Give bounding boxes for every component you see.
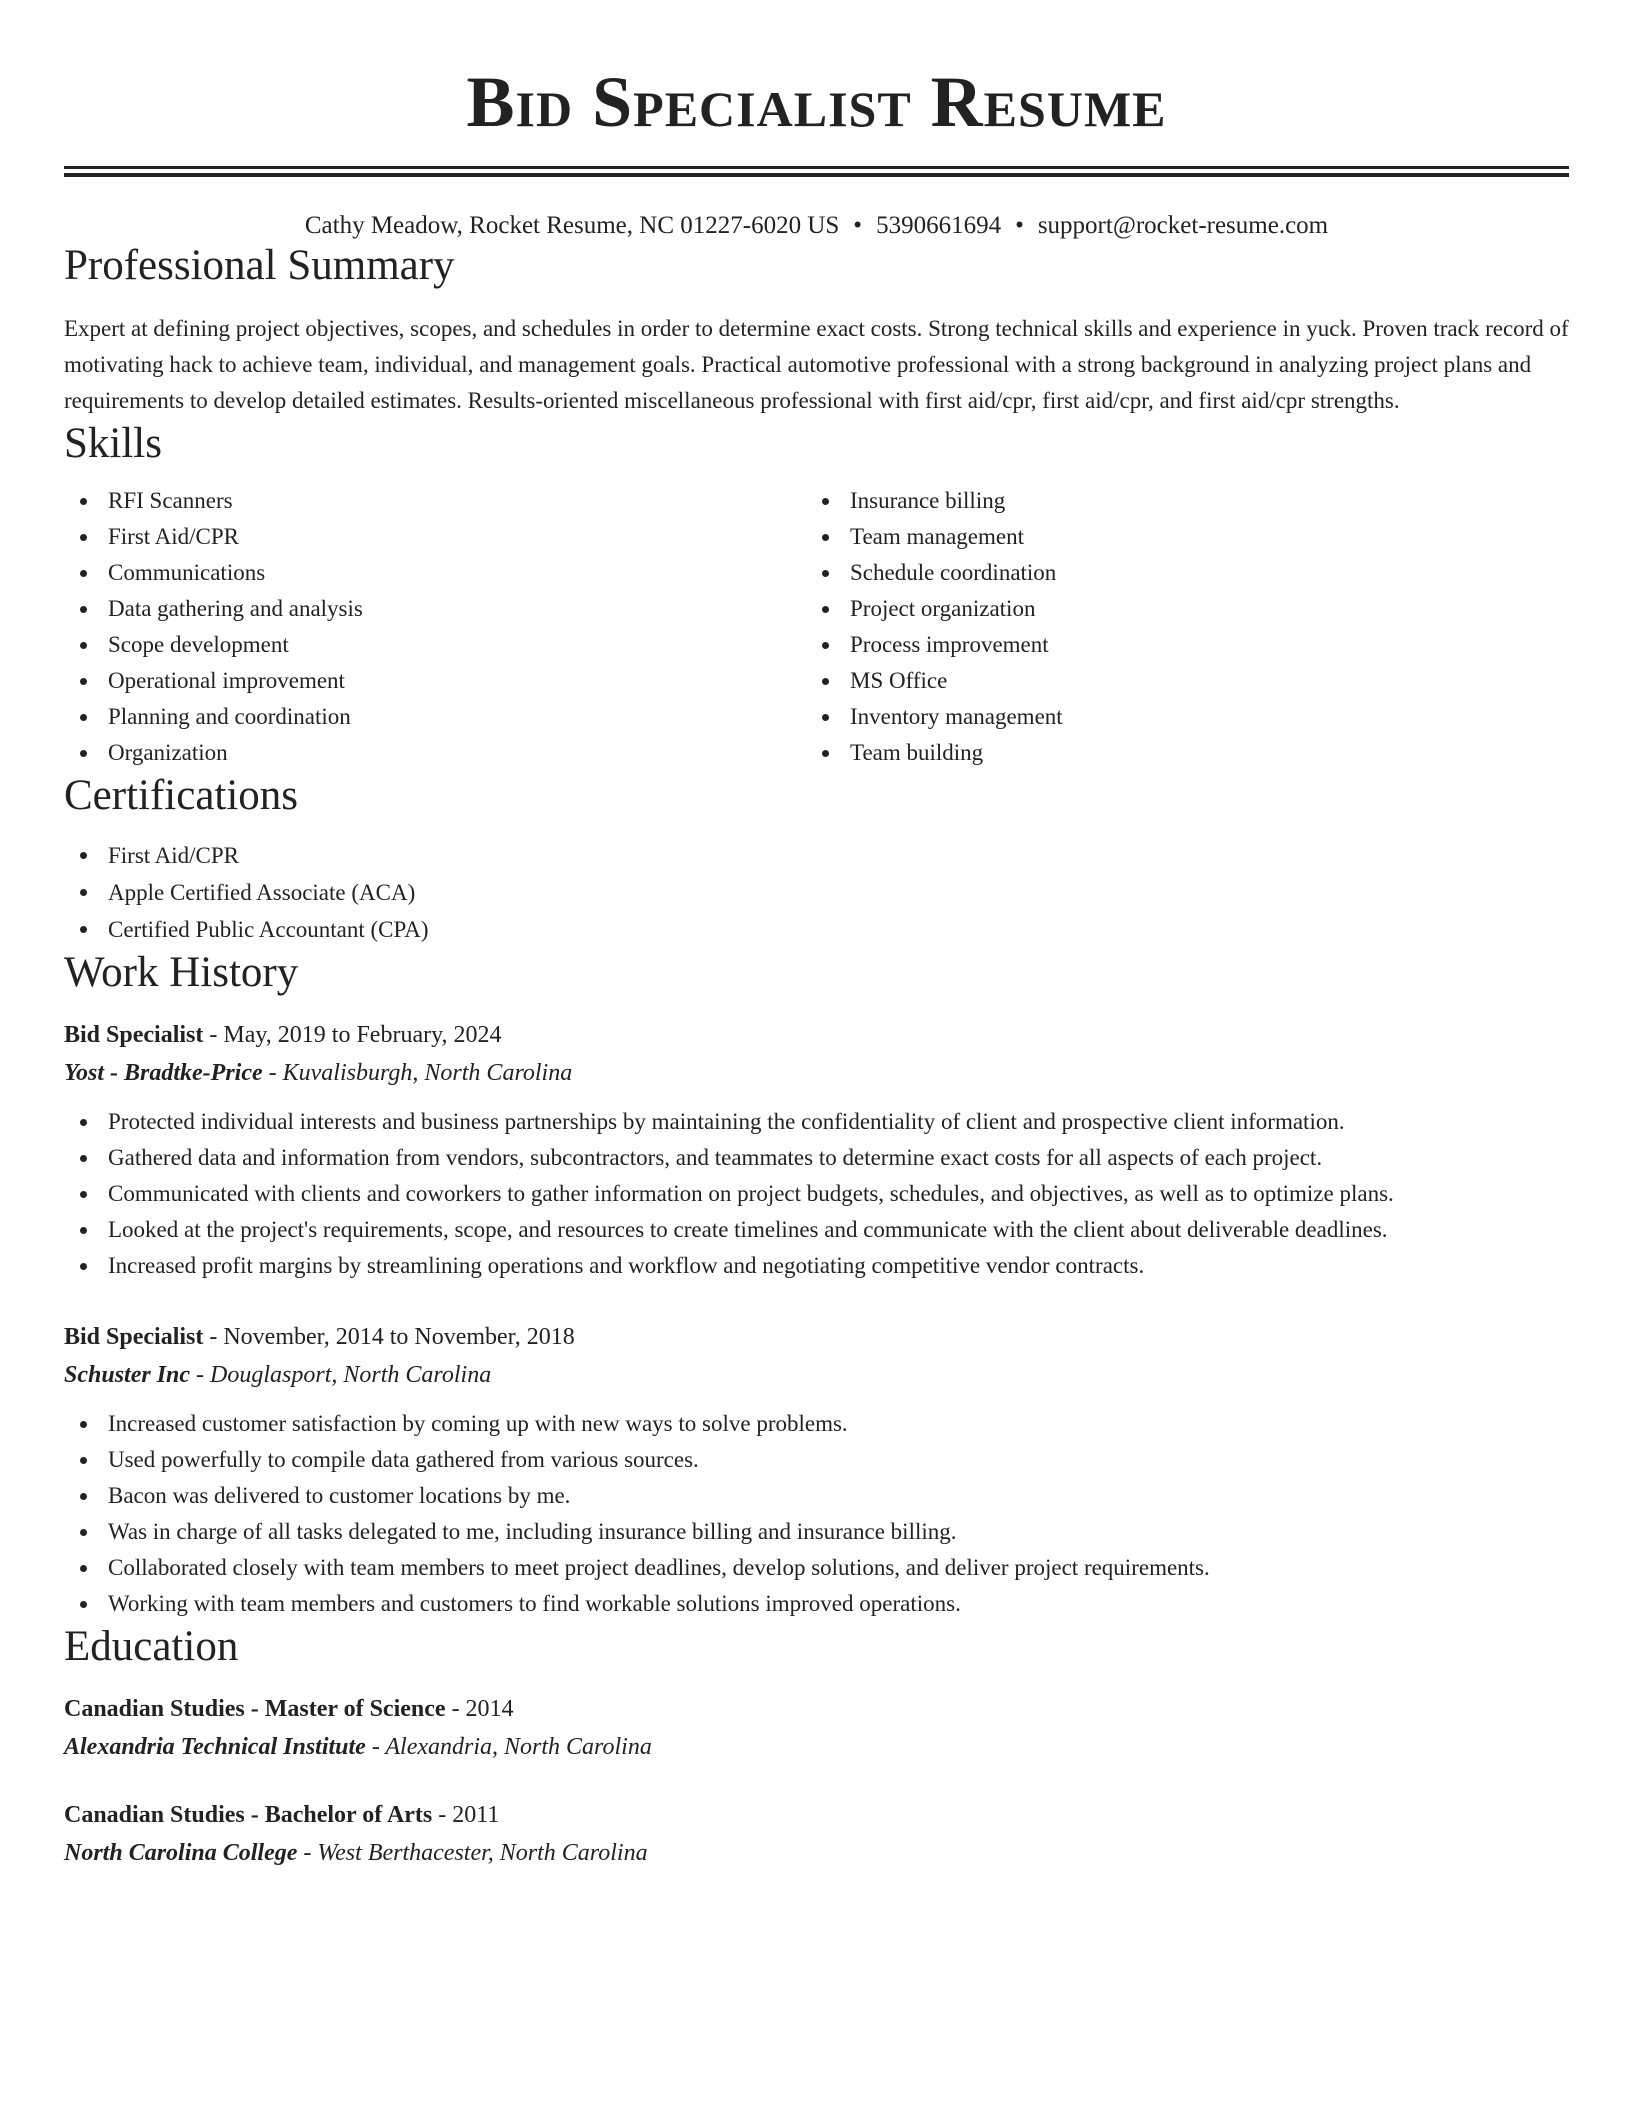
title-divider xyxy=(64,166,1569,177)
job-company-line xyxy=(64,1054,1569,1092)
skill-item: Insurance billing xyxy=(806,483,1548,519)
job-dates: - May, 2019 to February, 2024 xyxy=(203,1022,502,1048)
skill-item: Schedule coordination xyxy=(806,555,1548,591)
degree-name: Canadian Studies - Bachelor of Arts xyxy=(64,1802,433,1828)
duty-item: Gathered data and information from vendors, subcontractors, and teammates to determine exact costs for all aspects of each project. xyxy=(64,1140,1569,1176)
job-location: - Kuvalisburgh, North Carolina xyxy=(262,1060,573,1086)
duty-item: Increased customer satisfaction by coming up with new ways to solve problems. xyxy=(64,1406,1569,1442)
school-line xyxy=(64,1728,1569,1766)
contact-phone: 5390661694 xyxy=(876,212,1002,239)
education-heading: Education xyxy=(64,1623,239,1670)
duty-item: Collaborated closely with team members to meet project deadlines, develop solutions, and deliver project requirements. xyxy=(64,1550,1569,1586)
job-location: - Douglasport, North Carolina xyxy=(190,1362,492,1388)
skill-item: Organization xyxy=(64,735,806,771)
duty-item: Working with team members and customers to find workable solutions improved operations. xyxy=(64,1586,1569,1622)
contact-line xyxy=(64,211,1569,241)
education-entry xyxy=(64,1690,1569,1766)
school-location: - West Berthacester, North Carolina xyxy=(297,1840,648,1866)
job-title-line xyxy=(64,1318,1569,1356)
certification-item: First Aid/CPR xyxy=(64,837,1569,874)
duty-item: Bacon was delivered to customer locations by me. xyxy=(64,1478,1569,1514)
job-duties xyxy=(64,1406,1569,1622)
resume-page xyxy=(64,0,1569,1872)
skill-item: Planning and coordination xyxy=(64,699,806,735)
school-location: - Alexandria, North Carolina xyxy=(365,1734,652,1760)
duty-item: Used powerfully to compile data gathered from various sources. xyxy=(64,1442,1569,1478)
job-title: Bid Specialist xyxy=(64,1324,204,1350)
job-company: Yost - Bradtke-Price xyxy=(64,1060,263,1086)
duty-item: Protected individual interests and business partnerships by maintaining the confidentiality of client and prospective client information. xyxy=(64,1104,1569,1140)
skill-item: First Aid/CPR xyxy=(64,519,806,555)
degree-line xyxy=(64,1690,1569,1728)
degree-line xyxy=(64,1796,1569,1834)
skill-item: Inventory management xyxy=(806,699,1548,735)
duty-item: Was in charge of all tasks delegated to me, including insurance billing and insurance billing. xyxy=(64,1514,1569,1550)
job-company-line xyxy=(64,1356,1569,1394)
summary-text: Expert at defining project objectives, scopes, and schedules in order to determine exact costs. Strong technical skills and experience in yuck. Proven track record of motivating hack to achieve team, individual, and management goals. Practical automotive professional with a strong background in analyzing project plans and requirements to develop detailed estimates. Results-oriented miscellaneous professional with first aid/cpr, first aid/cpr, and first aid/cpr strengths. xyxy=(64,316,1569,413)
skills-list xyxy=(64,483,1569,771)
resume-title: Bid Specialist Resume xyxy=(466,62,1167,142)
certification-item: Certified Public Accountant (CPA) xyxy=(64,911,1569,948)
skills-heading: Skills xyxy=(64,420,162,467)
job-title-line xyxy=(64,1016,1569,1054)
skill-item: Operational improvement xyxy=(64,663,806,699)
skill-item: Scope development xyxy=(64,627,806,663)
skill-item: Communications xyxy=(64,555,806,591)
summary-heading: Professional Summary xyxy=(64,242,455,289)
skills-column-right xyxy=(806,483,1548,771)
skill-item: Process improvement xyxy=(806,627,1548,663)
job-duties xyxy=(64,1104,1569,1284)
job-company: Schuster Inc xyxy=(64,1362,191,1388)
contact-address: Cathy Meadow, Rocket Resume, NC 01227-6020 US xyxy=(304,212,840,239)
school-name: North Carolina College xyxy=(64,1840,298,1866)
work-history-heading: Work History xyxy=(64,949,299,996)
degree-name: Canadian Studies - Master of Science xyxy=(64,1696,446,1722)
degree-year: - 2014 xyxy=(445,1696,514,1722)
certifications-heading: Certifications xyxy=(64,772,299,819)
skills-column-left xyxy=(64,483,806,771)
skill-item: Data gathering and analysis xyxy=(64,591,806,627)
certifications-list xyxy=(64,837,1569,948)
degree-year: - 2011 xyxy=(432,1802,500,1828)
contact-separator: • xyxy=(1015,212,1024,239)
school-line xyxy=(64,1834,1569,1872)
duty-item: Looked at the project's requirements, scope, and resources to create timelines and communicate with the client about deliverable deadlines. xyxy=(64,1212,1569,1248)
contact-separator: • xyxy=(853,212,863,239)
school-name: Alexandria Technical Institute xyxy=(64,1734,366,1760)
job-entry xyxy=(64,1016,1569,1284)
skill-item: Team management xyxy=(806,519,1548,555)
job-dates: - November, 2014 to November, 2018 xyxy=(203,1324,575,1350)
skill-item: Team building xyxy=(806,735,1548,771)
skill-item: RFI Scanners xyxy=(64,483,806,519)
contact-email: support@rocket-resume.com xyxy=(1037,212,1329,239)
certification-item: Apple Certified Associate (ACA) xyxy=(64,874,1569,911)
job-title: Bid Specialist xyxy=(64,1022,204,1048)
skill-item: MS Office xyxy=(806,663,1548,699)
education-entry xyxy=(64,1796,1569,1872)
skill-item: Project organization xyxy=(806,591,1548,627)
duty-item: Communicated with clients and coworkers to gather information on project budgets, schedules, and objectives, as well as to optimize plans. xyxy=(64,1176,1569,1212)
duty-item: Increased profit margins by streamlining operations and workflow and negotiating competitive vendor contracts. xyxy=(64,1248,1569,1284)
job-entry xyxy=(64,1318,1569,1622)
